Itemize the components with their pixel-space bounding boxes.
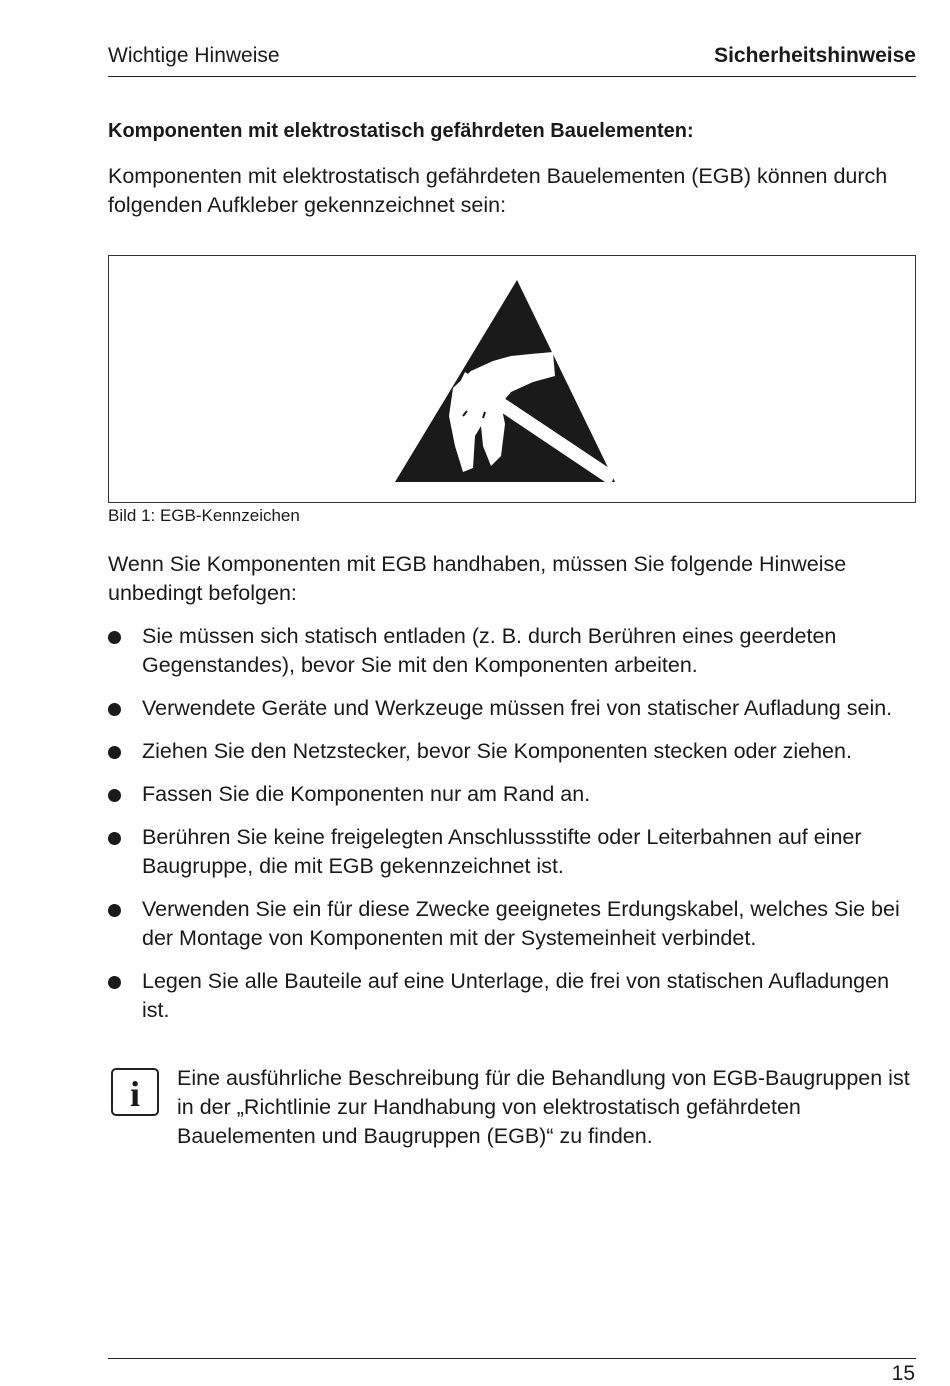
- list-item: [108, 694, 916, 723]
- bullet-icon: [108, 746, 121, 759]
- page-number: 15: [891, 1362, 915, 1385]
- bullet-icon: [108, 832, 121, 845]
- bullet-list: [108, 622, 916, 1039]
- list-item-text: Verwendete Geräte und Werkzeuge müssen frei von statischer Aufladung sein.: [142, 696, 893, 720]
- info-icon: [111, 1068, 159, 1116]
- section-title: Komponenten mit elektrostatisch gefährdeten Bauelementen:: [108, 120, 694, 142]
- figure-caption: Bild 1: EGB-Kennzeichen: [108, 506, 300, 525]
- footer-divider: [108, 1358, 916, 1359]
- esd-warning-icon: [393, 276, 617, 486]
- list-item: [108, 967, 916, 1025]
- list-item-text: Legen Sie alle Bauteile auf eine Unterlage, die frei von statischen Aufladungen ist.: [142, 969, 890, 1022]
- intro-paragraph: Komponenten mit elektrostatisch gefährdeten Bauelementen (EGB) können durch folgenden Aufkleber gekennzeichnet sein:: [108, 164, 888, 217]
- list-item-text: Sie müssen sich statisch entladen (z. B. durch Berühren eines geerdeten Gegenstandes), bevor Sie mit den Komponenten arbeiten.: [142, 624, 837, 677]
- list-item-text: Berühren Sie keine freigelegten Anschlussstifte oder Leiterbahnen auf einer Baugruppe, die mit EGB gekennzeichnet ist.: [142, 825, 862, 878]
- lead-paragraph: Wenn Sie Komponenten mit EGB handhaben, müssen Sie folgende Hinweise unbedingt befolgen:: [108, 552, 847, 605]
- list-item: [108, 737, 916, 766]
- list-item-text: Ziehen Sie den Netzstecker, bevor Sie Komponenten stecken oder ziehen.: [142, 739, 852, 763]
- list-item: [108, 622, 916, 680]
- bullet-icon: [108, 976, 121, 989]
- bullet-icon: [108, 703, 121, 716]
- info-icon-label: i: [129, 1074, 140, 1114]
- figure-box: [108, 255, 916, 503]
- list-item: [108, 823, 916, 881]
- header-section: Sicherheitshinweise: [714, 44, 916, 67]
- list-item: [108, 895, 916, 953]
- list-item: [108, 780, 916, 809]
- list-item-text: Verwenden Sie ein für diese Zwecke geeignetes Erdungskabel, welches Sie bei der Montage von Komponenten mit der Systemeinheit verbindet.: [142, 897, 900, 950]
- info-note: Eine ausführliche Beschreibung für die Behandlung von EGB-Baugruppen ist in der „Richtlinie zur Handhabung von elektrostatisch gefährdeten Bauelementen und Baugruppen (EGB)“ zu finden.: [177, 1066, 910, 1148]
- header-chapter: Wichtige Hinweise: [108, 44, 280, 67]
- bullet-icon: [108, 789, 121, 802]
- page-header: [108, 44, 916, 77]
- list-item-text: Fassen Sie die Komponenten nur am Rand an.: [142, 782, 591, 806]
- bullet-icon: [108, 631, 121, 644]
- bullet-icon: [108, 904, 121, 917]
